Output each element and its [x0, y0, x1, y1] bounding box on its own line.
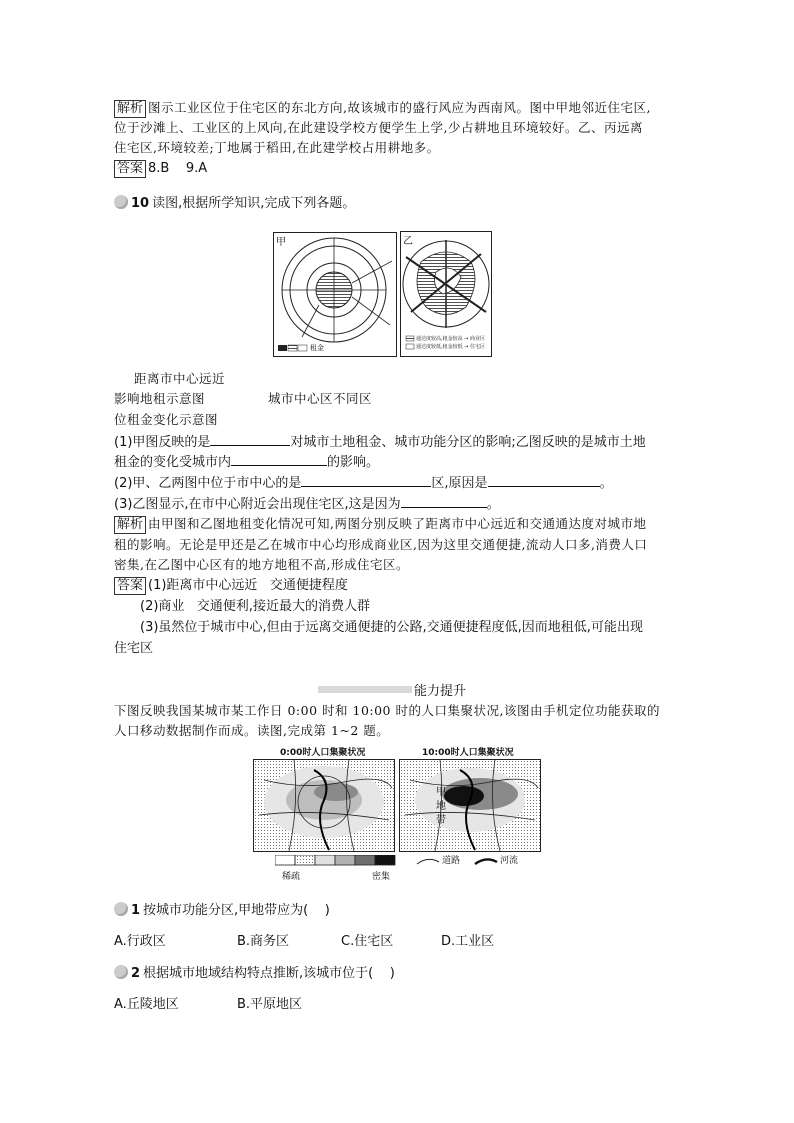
q2-option-a[interactable]: A.丘陵地区 — [114, 997, 179, 1012]
question-2-prompt: 2 根据城市地域结构特点推断,该城市位于( ) — [114, 964, 395, 984]
q1-option-b[interactable]: B.商务区 — [237, 934, 290, 949]
question-circle-icon — [114, 965, 128, 979]
map-left-title: 0:00时人口集聚状况 — [280, 748, 366, 758]
density-legend-bar — [275, 855, 397, 867]
caption-line-2: 影响地租示意图 — [114, 391, 206, 406]
figure-yi-label: 乙 — [403, 236, 413, 247]
figure-jia-label: 甲 — [276, 237, 286, 248]
analysis-line-2: 位于沙滩上、工业区的上风向,在此建设学校方便学生上学,少占耕地且环境较好。乙、丙远离 — [114, 120, 643, 135]
road-legend-icon — [416, 856, 440, 866]
sub-question-3: (3)乙图显示,在市中心附近会出现住宅区,这是因为 。 — [114, 493, 500, 515]
legend-road: 道路 — [442, 856, 461, 866]
map-right-title: 10:00时人口集聚状况 — [422, 748, 514, 758]
map-right-label: 甲地带 — [436, 787, 446, 826]
q10-analysis-line-3: 密集,在乙图中心区有的地方地租不高,形成住宅区。 — [114, 557, 409, 572]
blank-1[interactable] — [210, 431, 290, 446]
caption-line-1: 距离市中心远近 — [134, 371, 226, 386]
map-left — [253, 759, 395, 852]
blank-4[interactable] — [488, 472, 600, 487]
q1-option-d[interactable]: D.工业区 — [441, 934, 495, 949]
q10-analysis-line-2: 租的影响。无论是甲还是乙在城市中心均形成商业区,因为这里交通便捷,流动人口多,消费人口 — [114, 537, 648, 552]
question-1-prompt: 1 按城市功能分区,甲地带应为( ) — [114, 901, 330, 921]
map-right — [399, 759, 541, 852]
caption-line-3: 城市中心区不同区 — [268, 391, 373, 406]
q10-answer-line-1: 答案 (1)距离市中心远近 交通便捷程度 — [114, 576, 348, 596]
blank-3[interactable] — [301, 472, 431, 487]
q10-answer-tag: 答案 — [114, 577, 146, 595]
q10-analysis-tag: 解析 — [114, 516, 146, 534]
answer-tag: 答案 — [114, 160, 146, 178]
q1-option-a[interactable]: A.行政区 — [114, 934, 166, 949]
q10-answer-line-4: 住宅区 — [114, 641, 154, 656]
sub-question-1-cont: 租金的变化受城市内 的影响。 — [114, 451, 379, 473]
question-10-prompt: 10 读图,根据所学知识,完成下列各题。 — [114, 194, 355, 214]
figure-jia-diagram — [274, 233, 396, 356]
figure-yi-legend-row-2: 通达度较低,租金较低 → 住宅区 — [416, 344, 485, 350]
question-circle-icon — [114, 195, 128, 209]
q10-analysis-line-1: 解析 由甲图和乙图地租变化情况可知,两图分别反映了距离市中心远近和交通通达度对城市地 — [114, 514, 647, 535]
question-circle-icon — [114, 902, 128, 916]
blank-2[interactable] — [231, 451, 327, 466]
sub-question-1: (1)甲图反映的是 对城市土地租金、城市功能分区的影响;乙图反映的是城市土地 — [114, 431, 646, 453]
analysis-tag: 解析 — [114, 100, 146, 118]
legend-sparse: 稀疏 — [282, 872, 301, 882]
q1-option-c[interactable]: C.住宅区 — [341, 934, 394, 949]
section-title: 能力提升 — [414, 684, 467, 699]
caption-line-4: 位租金变化示意图 — [114, 412, 219, 427]
map-left-diagram — [254, 760, 394, 851]
section-intro-line-2: 人口移动数据制作而成。读图,完成第 1~2 题。 — [114, 723, 390, 738]
q10-answer-line-3: (3)虽然位于城市中心,但由于远离交通便捷的公路,交通便捷程度低,因而地租低,可能出现 — [140, 620, 643, 635]
answer-text: 8.B 9.A — [148, 161, 208, 176]
legend-dense: 密集 — [372, 872, 391, 882]
analysis-line-3: 住宅区,环境较差;丁地属于稻田,在此建学校占用耕地多。 — [114, 140, 440, 155]
analysis-line-1: 解析 图示工业区位于住宅区的东北方向,故该城市的盛行风应为西南风。图中甲地邻近住宅区, — [114, 98, 651, 119]
blank-5[interactable] — [401, 493, 487, 508]
sub-question-2: (2)甲、乙两图中位于市中心的是 区,原因是 。 — [114, 472, 613, 494]
legend-river: 河流 — [500, 856, 519, 866]
section-intro-line-1: 下图反映我国某城市某工作日 0:00 时和 10:00 时的人口集聚状况,该图由手机定位功能获取的 — [114, 703, 660, 718]
section-bar — [318, 686, 412, 693]
answer-line — [114, 159, 207, 179]
river-legend-icon — [474, 856, 498, 866]
figure-jia-legend: 租金 — [310, 344, 324, 352]
figure-yi-legend-row-1: 通达度较高,租金较高 → 商业区 — [416, 336, 485, 342]
q2-option-b[interactable]: B.平原地区 — [237, 997, 303, 1012]
q10-answer-line-2: (2)商业 交通便利,接近最大的消费人群 — [140, 599, 370, 614]
figure-jia — [273, 232, 397, 357]
map-right-diagram — [400, 760, 540, 851]
figure-yi — [400, 231, 492, 357]
